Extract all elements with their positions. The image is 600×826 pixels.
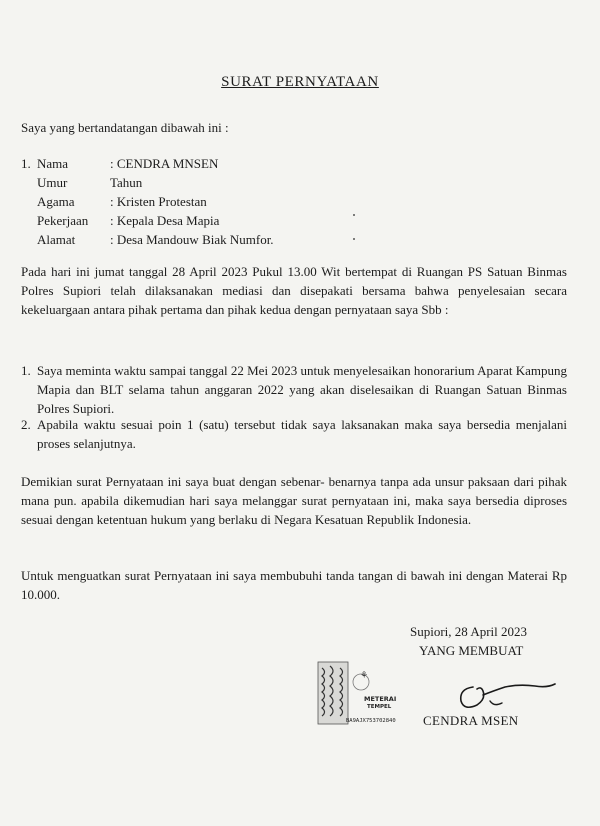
stamp-code: BA9AJX753702840 (346, 718, 396, 724)
identity-label: Agama (37, 194, 75, 209)
stamp-label-top: METERAI (364, 695, 397, 703)
stamp-label-bottom: TEMPEL (367, 704, 392, 710)
statement-item-1 (21, 361, 567, 418)
identity-row-umur (21, 175, 321, 191)
identity-value: : CENDRA MNSEN (110, 156, 219, 171)
identity-label: Pekerjaan (37, 213, 89, 228)
identity-label: Alamat (37, 232, 76, 247)
statement-text: Apabila waktu sesuai poin 1 (satu) tersebut tidak saya laksanakan maka saya bersedia menjalani proses selanjutnya. (37, 417, 567, 451)
sign-place-date: Supiori, 28 April 2023 (410, 624, 528, 639)
stamp-emblem-text: ⚘ (360, 671, 369, 681)
identity-number: 1. (21, 156, 31, 171)
identity-label: Umur (37, 175, 68, 190)
identity-row-pekerjaan (21, 213, 321, 229)
identity-value: : Kepala Desa Mapia (110, 213, 220, 228)
paragraph-closing: Untuk menguatkan surat Pernyataan ini saya membubuhi tanda tangan di bawah ini dengan Materai Rp 10.000. (21, 568, 567, 602)
handwritten-signature (428, 655, 558, 715)
statement-item-2 (21, 415, 567, 453)
identity-label: Nama (37, 156, 69, 171)
signer-name: CENDRA MSEN (423, 713, 519, 728)
statement-number: 1. (21, 363, 31, 378)
sign-role: YANG MEMBUAT (419, 643, 524, 658)
identity-value: Tahun (110, 175, 143, 190)
scan-speck (353, 238, 355, 240)
intro-text: Saya yang bertandatangan dibawah ini : (21, 120, 229, 135)
statement-text: Saya meminta waktu sampai tanggal 22 Mei 2023 untuk menyelesaikan honorarium Aparat Kampung Mapia dan BLT selama tahun anggaran 2022 yang akan diselesaikan di Ruangan Satuan Binmas Polres Supiori. (37, 363, 567, 416)
paragraph-declaration: Demikian surat Pernyataan ini saya buat dengan sebenar- benarnya tanpa ada unsur paksaan dari pihak mana pun. apabila dikemudian hari saya melanggar surat pernyataan ini, maka saya bersedia diproses sesuai dengan ketentuan hukum yang berlaku di Negara Kesatuan Republik Indonesia. (21, 474, 567, 527)
scan-speck (353, 214, 355, 216)
statement-number: 2. (21, 417, 31, 432)
document-title: SURAT PERNYATAAN (221, 74, 379, 90)
meterai-stamp-seal (316, 660, 424, 726)
identity-value: : Kristen Protestan (110, 194, 207, 209)
identity-row-nama (21, 156, 321, 172)
identity-row-agama (21, 194, 321, 210)
identity-row-alamat (21, 232, 341, 248)
identity-value: : Desa Mandouw Biak Numfor. (110, 232, 274, 247)
paragraph-mediation: Pada hari ini jumat tanggal 28 April 2023 Pukul 13.00 Wit bertempat di Ruangan PS Satuan Binmas Polres Supiori telah dilaksanakan mediasi dan disepakati bersama bahwa penyelesaian secara kekeluargaan antara pihak pertama dan pihak kedua dengan pernyataan saya Sbb : (21, 264, 567, 317)
